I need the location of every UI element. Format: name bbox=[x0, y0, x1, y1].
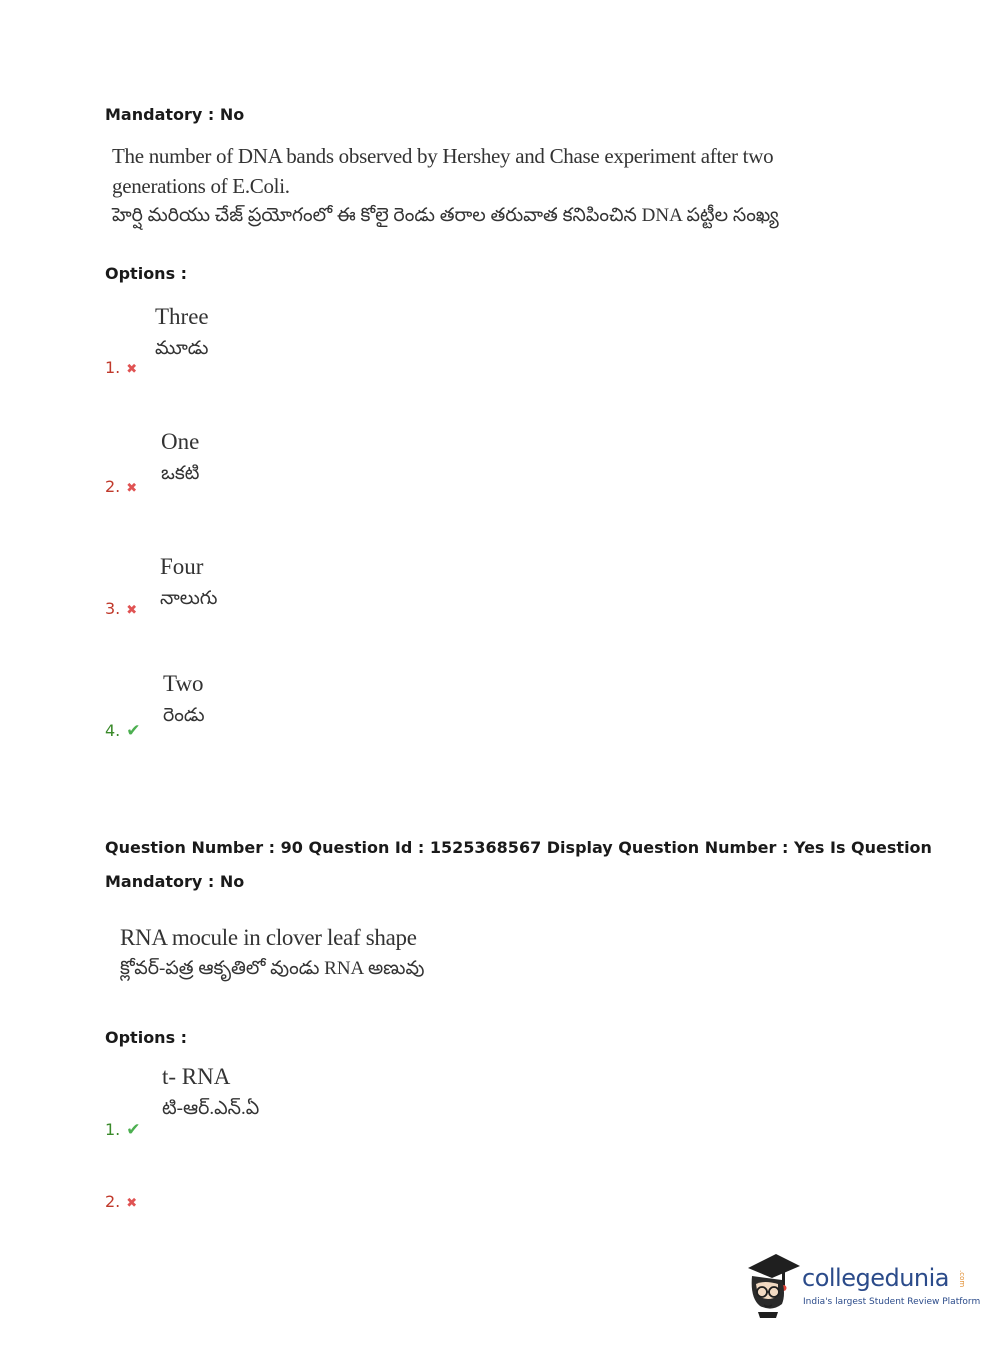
option-number-label: 4. bbox=[105, 721, 121, 740]
option-number-label: 2. bbox=[105, 1192, 121, 1211]
logo-com-suffix: .com bbox=[958, 1270, 966, 1288]
check-icon: ✔ bbox=[126, 721, 141, 741]
option-text-en: t- RNA bbox=[162, 1064, 231, 1089]
option-text bbox=[162, 1060, 259, 1124]
option-number bbox=[105, 1192, 137, 1211]
option-number bbox=[105, 721, 141, 741]
logo-brand-text: collegedunia bbox=[802, 1264, 950, 1292]
option-number bbox=[105, 477, 137, 496]
option-number-label: 2. bbox=[105, 477, 121, 496]
cross-icon: ✖ bbox=[126, 603, 138, 618]
question-text bbox=[112, 141, 779, 231]
options-label: Options : bbox=[105, 1028, 188, 1047]
option-text-te: మూడు bbox=[155, 338, 209, 359]
question-header: Question Number : 90 Question Id : 1525368567 Display Question Number : Yes Is Question bbox=[105, 838, 932, 857]
option-number-label: 1. bbox=[105, 1120, 121, 1139]
option-text-te: రెండు bbox=[163, 705, 205, 726]
option-text bbox=[161, 425, 199, 489]
check-icon: ✔ bbox=[126, 1120, 141, 1140]
option-number bbox=[105, 1120, 141, 1140]
cross-icon: ✖ bbox=[126, 481, 138, 496]
option-text bbox=[160, 550, 217, 614]
question-text-en-line1: The number of DNA bands observed by Hershey and Chase experiment after two bbox=[112, 144, 774, 168]
logo-tagline: India's largest Student Review Platform bbox=[803, 1297, 981, 1307]
option-text-en: Three bbox=[155, 304, 209, 329]
collegedunia-logo bbox=[742, 1250, 981, 1320]
graduate-mascot-icon bbox=[742, 1250, 802, 1320]
question-text-en-line2: generations of E.Coli. bbox=[112, 174, 290, 198]
option-text-te: నాలుగు bbox=[160, 588, 218, 609]
cross-icon: ✖ bbox=[126, 362, 138, 377]
mandatory-line: Mandatory : No bbox=[105, 872, 245, 891]
options-label: Options : bbox=[105, 264, 188, 283]
question-text-en: RNA mocule in clover leaf shape bbox=[120, 925, 417, 950]
option-number bbox=[105, 358, 137, 377]
option-number-label: 1. bbox=[105, 358, 121, 377]
question-text bbox=[120, 922, 424, 984]
option-text-en: Two bbox=[163, 671, 204, 696]
option-text bbox=[155, 300, 209, 364]
question-text-te: క్లోవర్-పత్ర ఆకృతిలో వుండు RNA అణువు bbox=[120, 958, 425, 979]
option-text-te: ఒకటి bbox=[161, 463, 200, 484]
question-text-te: హెర్షి మరియు చేజ్ ప్రయోగంలో ఈ కోలై రెండు తరాల తరువాత కనిపించిన DNA పట్టీల సంఖ్య bbox=[112, 205, 779, 226]
cross-icon: ✖ bbox=[126, 1196, 138, 1211]
option-text-en: One bbox=[161, 429, 200, 454]
option-text bbox=[163, 667, 205, 731]
option-number-label: 3. bbox=[105, 599, 121, 618]
option-text-en: Four bbox=[160, 554, 204, 579]
option-text-te: టి-ఆర్.ఎన్.ఏ bbox=[162, 1098, 260, 1119]
mandatory-line: Mandatory : No bbox=[105, 105, 245, 124]
option-number bbox=[105, 599, 137, 618]
